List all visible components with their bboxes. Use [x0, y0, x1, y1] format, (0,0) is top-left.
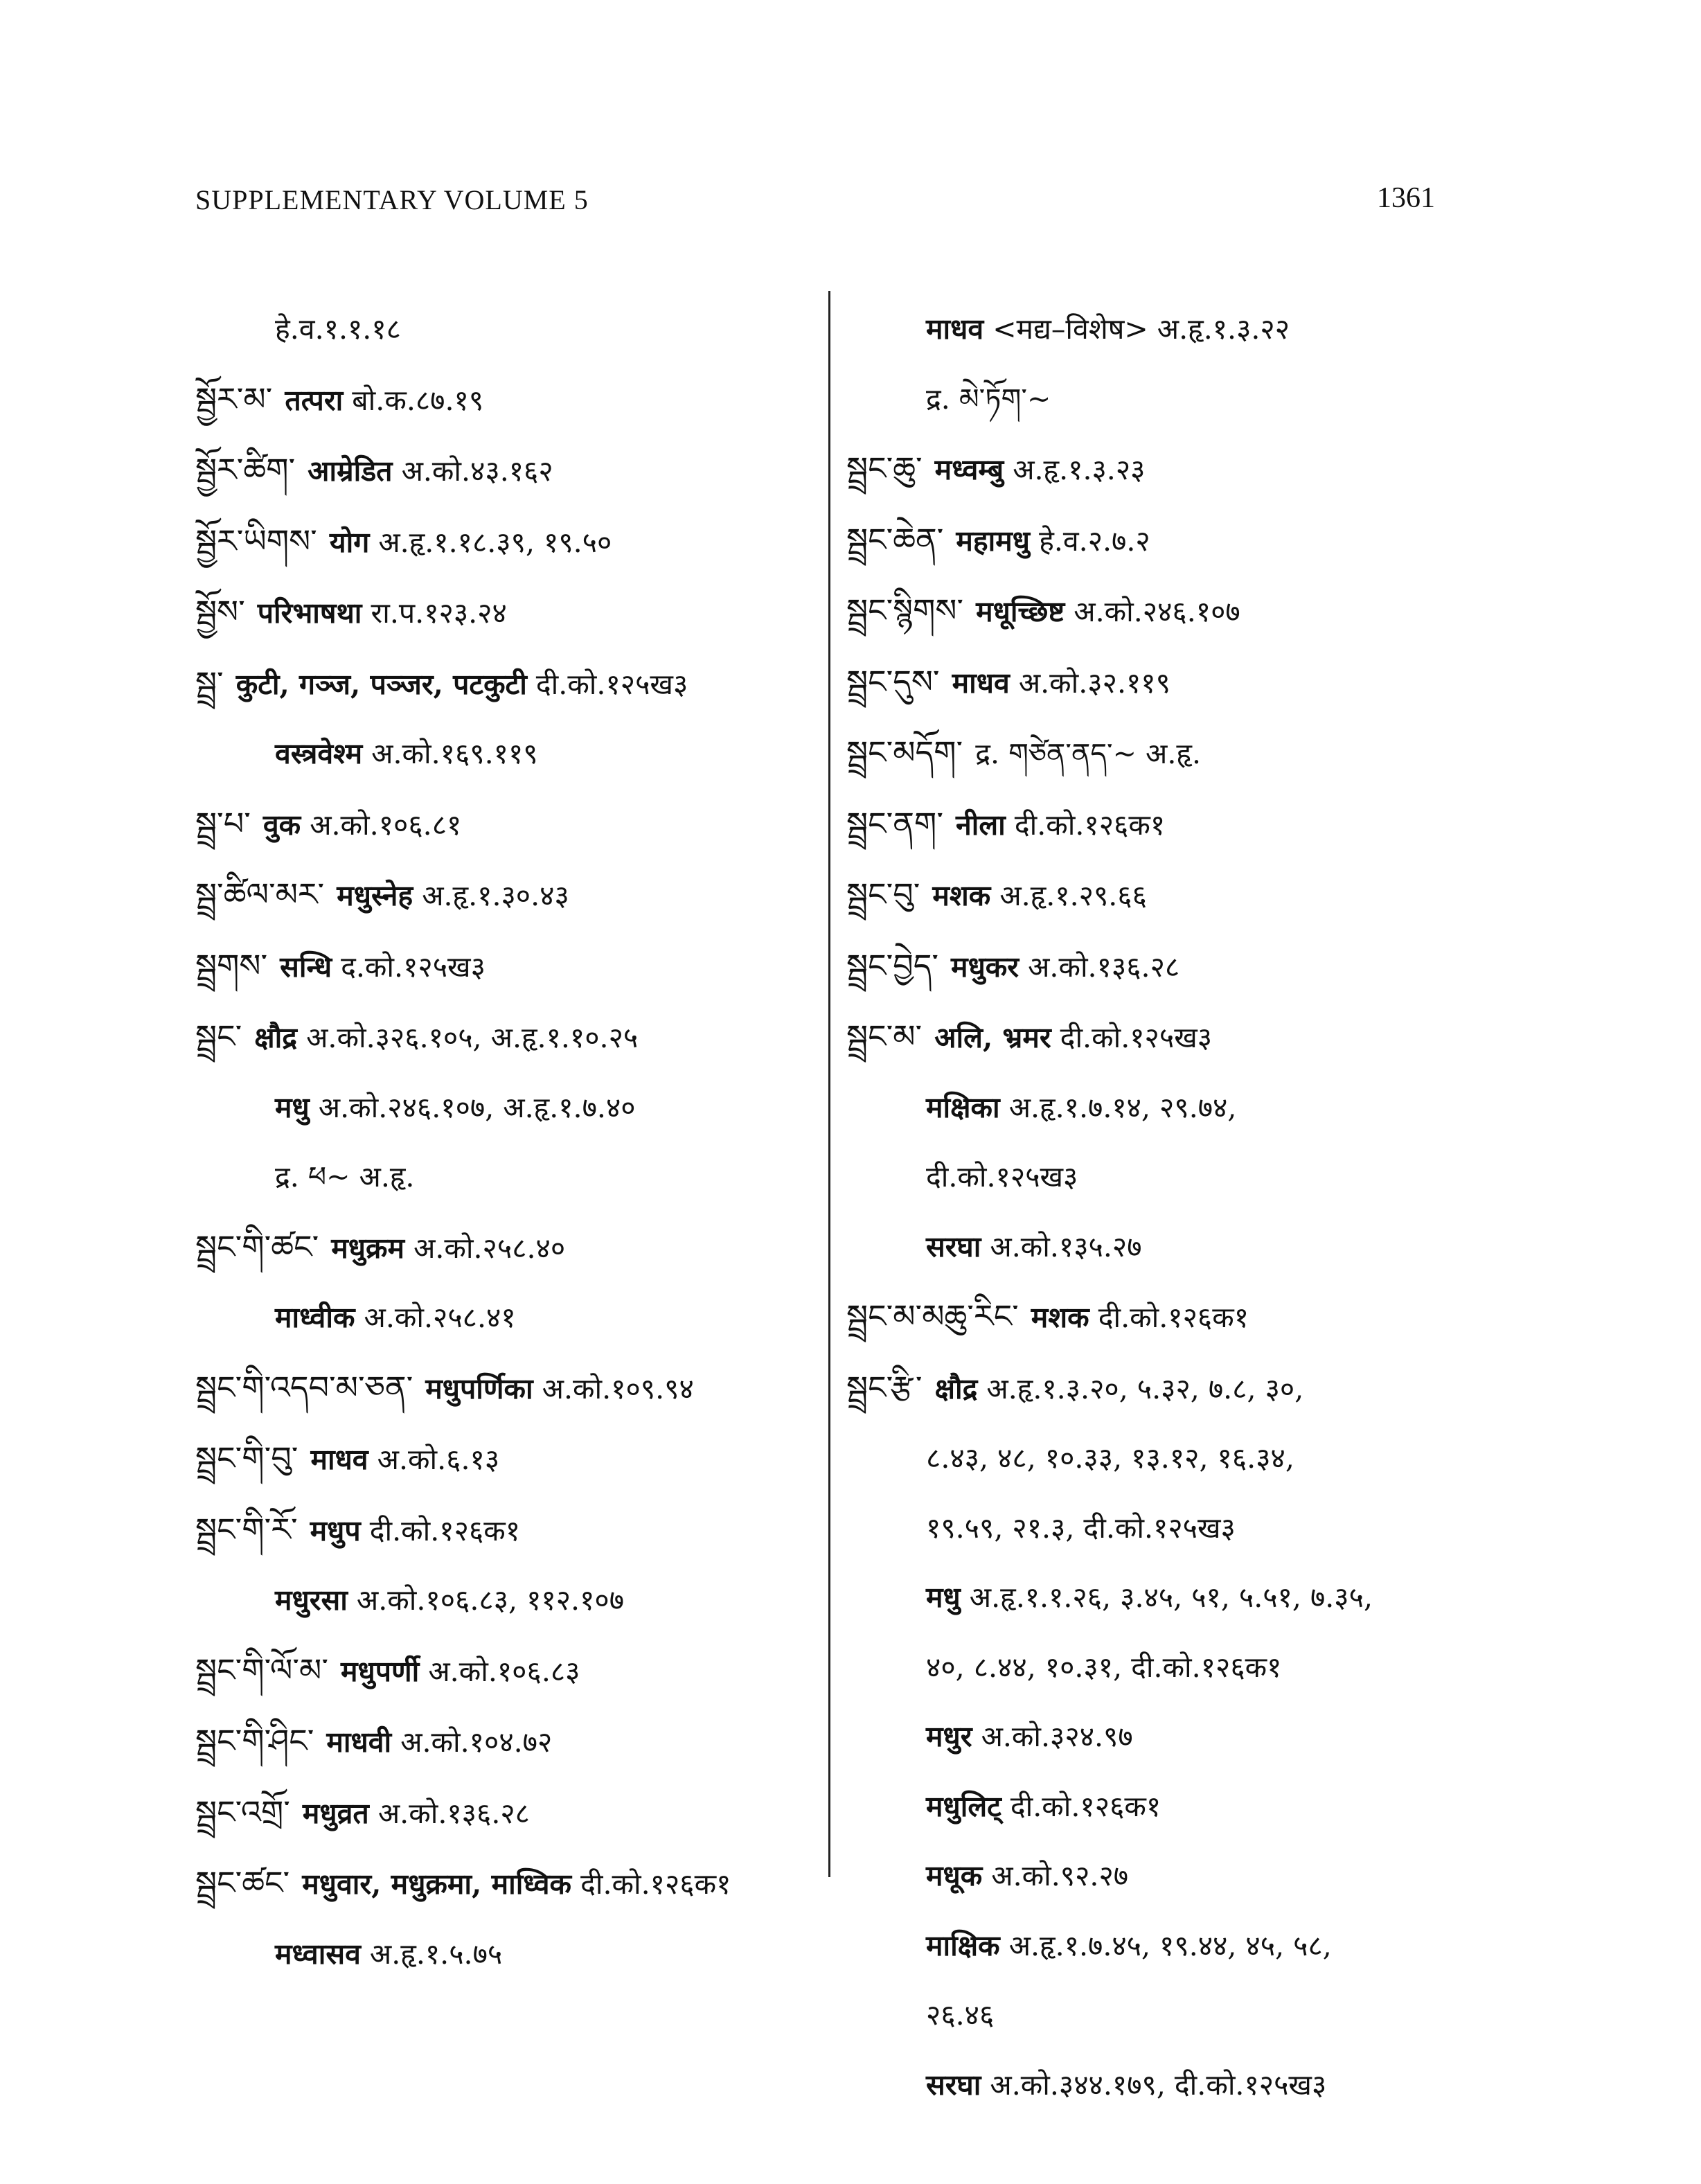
dictionary-entry: [195, 1777, 819, 1849]
tibetan-headword: སྦྲང་གི་ཤིང་: [195, 1722, 314, 1759]
sanskrit-term: मधुव्रत: [302, 1796, 369, 1830]
tibetan-headword: སྦྱོར་མ་: [195, 380, 273, 418]
source-reference: हे.व.२.७.२: [1039, 524, 1150, 558]
dictionary-entry: [195, 1353, 819, 1424]
sanskrit-term: मधुपर्णिका: [425, 1371, 533, 1405]
tibetan-headword: སྦྲང་བྱེད་: [846, 946, 939, 984]
source-reference: द्र. ཕ~ अ.हृ.: [275, 1160, 415, 1193]
dictionary-entry: [195, 577, 819, 648]
tibetan-headword: སྦྲང་གི་རོ་: [195, 1510, 298, 1548]
sanskrit-term: महामधु: [956, 524, 1031, 558]
sanskrit-term: मशक: [932, 879, 991, 912]
tibetan-headword: སྦྲང་གི་ལོ་མ་: [195, 1651, 329, 1689]
dictionary-entry: [195, 1002, 819, 1073]
sanskrit-term: माधवी: [326, 1725, 392, 1759]
source-reference: अ.को.१०६.८१: [310, 808, 462, 842]
dictionary-entry: [846, 1702, 1470, 1772]
source-reference: अ.हृ.१.७.४५, १९.४४, ४५, ५८,: [1008, 1928, 1332, 1962]
source-reference: अ.को.६.१३: [377, 1443, 500, 1476]
source-reference: अ.को.२५८.४०: [413, 1231, 566, 1265]
dictionary-entry: [846, 1633, 1470, 1703]
source-reference: अ.हृ.१.१८.३९, १९.५०: [378, 525, 612, 559]
sanskrit-term: सरघा: [926, 1229, 981, 1263]
tibetan-headword: སྦྱོར་ཡིགས་: [195, 522, 317, 560]
dictionary-entry: [846, 1353, 1470, 1424]
sanskrit-term: माक्षिक: [926, 1928, 1000, 1962]
dictionary-entry: [846, 1002, 1470, 1073]
source-reference: अ.को.४३.१६२: [401, 454, 553, 488]
source-reference: बो.क.८७.१९: [352, 383, 484, 417]
sanskrit-term: मधुकर: [951, 950, 1019, 984]
dictionary-entry: [846, 1980, 1470, 2050]
dictionary-entry: [846, 364, 1470, 434]
dictionary-entry: [846, 1142, 1470, 1212]
tibetan-headword: སྦྲང་མ་མཆུ་རིང་: [846, 1297, 1019, 1335]
sanskrit-term: मक्षिका: [926, 1090, 1000, 1124]
dictionary-entry: [846, 931, 1470, 1002]
tibetan-headword: སྦྲང་ཆེན་: [846, 520, 944, 558]
source-reference: द्र. མེ་ཏོག་~: [926, 382, 1051, 416]
dictionary-entry: [195, 1848, 819, 1919]
source-reference: अ.को.३४४.१७९, दी.को.१२५ख३: [990, 2068, 1327, 2102]
sanskrit-term: मध्वासव: [275, 1937, 361, 1971]
sanskrit-term: माध्वीक: [275, 1301, 355, 1334]
sanskrit-term: वस्त्रवेश्म: [275, 737, 363, 770]
sanskrit-term: परिभाषथा: [257, 596, 362, 630]
source-reference: अ.को.३२६.१०५, अ.हृ.१.१०.२५: [306, 1021, 639, 1054]
sanskrit-term: मधुक्रम: [331, 1231, 405, 1265]
source-reference: अ.हृ.१.३०.४३: [422, 879, 569, 912]
sanskrit-term: मशक: [1031, 1301, 1089, 1334]
source-reference: २६.४६: [926, 1998, 995, 2032]
sanskrit-term: मधुपर्णी: [341, 1654, 420, 1688]
sanskrit-term: मधु: [926, 1581, 961, 1614]
dictionary-entry: [846, 576, 1470, 647]
sanskrit-term: कुटी, गञ्ज, पञ्जर, पटकुटी: [235, 667, 527, 701]
source-reference: अ.हृ.१.३.२०, ५.३२, ७.८, ३०,: [986, 1371, 1304, 1405]
right-column: [846, 294, 1470, 2120]
sanskrit-term: क्षौद्र: [934, 1371, 978, 1405]
dictionary-entry: [846, 434, 1470, 505]
dictionary-entry: [195, 1635, 819, 1707]
sanskrit-term: मध्वम्बु: [934, 453, 1004, 486]
sanskrit-term: क्षौद्र: [254, 1021, 298, 1054]
dictionary-entry: [846, 1841, 1470, 1911]
dictionary-entry: [195, 1212, 819, 1284]
source-reference: दी.को.१२५ख३: [535, 667, 688, 701]
source-reference: हे.व.१.१.१८: [275, 312, 401, 346]
dictionary-entry: [195, 1073, 819, 1143]
source-reference: अ.को.१०६.८३: [428, 1654, 580, 1688]
dictionary-entry: [846, 860, 1470, 931]
page-number: 1361: [1377, 182, 1435, 214]
tibetan-headword: སྦྲགས་: [195, 946, 268, 984]
sanskrit-term: सरघा: [926, 2068, 981, 2102]
source-reference: दी.को.१२६क१: [1014, 808, 1166, 842]
dictionary-entry: [846, 1073, 1470, 1143]
source-reference: अ.को.१०४.७२: [400, 1725, 553, 1759]
source-reference: अ.हृ.१.५.७५: [369, 1937, 503, 1971]
tibetan-headword: སྦྲང་གི་འདབ་མ་ཅན་: [195, 1368, 413, 1406]
dictionary-entry: [195, 1565, 819, 1635]
tibetan-headword: སྦྲང་གི་ཚང་: [195, 1227, 319, 1266]
source-reference: दी.को.१२५ख३: [926, 1160, 1078, 1193]
source-reference: अ.को.३२४.९७: [981, 1720, 1133, 1753]
dictionary-entry: [846, 1911, 1470, 1981]
source-reference: अ.हृ.१.१.२६, ३.४५, ५१, ५.५१, ७.३५,: [969, 1581, 1373, 1614]
tibetan-headword: སྦྲང་ཆུ་: [846, 450, 923, 487]
source-reference: दी.को.१२६क१: [1098, 1301, 1249, 1334]
dictionary-entry: [846, 647, 1470, 718]
tibetan-headword: སྦྲང་སྙིགས་: [846, 592, 964, 629]
source-reference: दी.को.१२६क१: [369, 1513, 521, 1547]
tibetan-headword: སྦྲ་: [195, 664, 224, 702]
sanskrit-term: योग: [329, 525, 370, 559]
dictionary-entry: [846, 1212, 1470, 1282]
tibetan-headword: སྦྲང་མ་: [846, 1018, 923, 1055]
source-reference: अ.को.२५८.४१: [364, 1301, 516, 1334]
dictionary-entry: [846, 1493, 1470, 1563]
sanskrit-term: मधूच्छिष्ट: [976, 595, 1065, 628]
tibetan-headword: སྦྲང་འགྲོ་: [195, 1793, 290, 1831]
tibetan-headword: སྦྲང་དུས་: [846, 662, 940, 700]
source-reference: ४०, ८.४४, १०.३१, दी.को.१२६क१: [926, 1650, 1282, 1684]
source-reference: द्र. གཙེན་ནད་~ अ.हृ.: [975, 737, 1201, 770]
dictionary-entry: [195, 294, 819, 364]
source-reference: १९.५९, २१.३, दी.को.१२५ख३: [926, 1511, 1236, 1545]
sanskrit-term: मधुप: [310, 1513, 361, 1547]
tibetan-headword: སྦྲང་: [195, 1018, 242, 1055]
source-reference: द.को.१२५ख३: [341, 950, 486, 984]
source-reference: अ.को.१३५.२७: [990, 1229, 1142, 1263]
source-reference: अ.हृ.१.२९.६६: [999, 879, 1147, 912]
dictionary-entry: [195, 1142, 819, 1212]
dictionary-entry: [846, 1281, 1470, 1353]
sanskrit-term: माधव: [952, 666, 1010, 700]
dictionary-entry: [195, 789, 819, 860]
tibetan-headword: སྦྲ་པ་: [195, 804, 251, 842]
source-reference: अ.हृ.१.३.२३: [1013, 453, 1146, 486]
dictionary-entry: [195, 1919, 819, 1989]
sanskrit-term: मधु: [275, 1090, 310, 1124]
sanskrit-term: वुक: [262, 808, 301, 842]
sanskrit-term: मधुवार, मधुक्रमा, माध्विक: [302, 1867, 572, 1901]
source-reference: अ.को.९२.२७: [991, 1859, 1129, 1892]
source-reference: दी.को.१२६क१: [580, 1867, 731, 1901]
dictionary-entry: [195, 1495, 819, 1566]
source-reference: अ.को.२४६.१०७, अ.हृ.१.७.४०: [318, 1090, 636, 1124]
tibetan-headword: སྦྲང་མདོག་: [846, 734, 963, 771]
dictionary-entry: [846, 2050, 1470, 2120]
dictionary-entry: [195, 719, 819, 789]
sanskrit-term: मधूक: [926, 1859, 983, 1892]
dictionary-entry: [846, 718, 1470, 789]
source-reference: दी.को.१२६क१: [1010, 1789, 1161, 1823]
source-reference: अ.को.१०९.९४: [542, 1371, 694, 1405]
dictionary-entry: [846, 1563, 1470, 1633]
source-reference: अ.को.१६९.११९: [371, 737, 538, 770]
sanskrit-term: मधुरसा: [275, 1583, 348, 1617]
sanskrit-term: सन्धि: [280, 950, 332, 984]
sanskrit-term: तत्परा: [285, 383, 344, 417]
tibetan-headword: སྦྲང་ནག་: [846, 804, 943, 842]
tibetan-headword: སྦྲང་བུ་: [846, 876, 920, 913]
source-reference: दी.को.१२५ख३: [1060, 1021, 1213, 1054]
source-reference: अ.को.२४६.१०७: [1074, 595, 1240, 628]
tibetan-headword: སྦྲང་རྩི་: [846, 1368, 923, 1406]
running-head: SUPPLEMENTARY VOLUME 5: [195, 184, 589, 215]
dictionary-entry: [846, 505, 1470, 576]
sanskrit-term: मधुस्नेह: [337, 879, 413, 912]
source-reference: अ.को.३२.११९: [1018, 666, 1170, 700]
sanskrit-term: नीला: [955, 808, 1006, 842]
sanskrit-term: माधव: [926, 312, 984, 346]
dictionary-entry: [846, 294, 1470, 364]
dictionary-entry: [195, 435, 819, 506]
left-column: [195, 294, 819, 1989]
tibetan-headword: སྦྲ་ཚིལ་མར་: [195, 876, 325, 913]
sanskrit-term: मधुर: [926, 1720, 972, 1753]
dictionary-entry: [195, 1423, 819, 1495]
source-reference: ८.४३, ४८, १०.३३, १३.१२, १६.३४,: [926, 1441, 1294, 1475]
column-divider: [828, 291, 830, 1877]
dictionary-entry: [846, 1423, 1470, 1493]
sanskrit-term: मधुलिट्: [926, 1789, 1001, 1823]
source-reference: <मद्य–विशेष> अ.हृ.१.३.२२: [992, 312, 1290, 346]
tibetan-headword: སྦྲང་གི་བུ་: [195, 1439, 299, 1477]
dictionary-entry: [195, 860, 819, 931]
tibetan-headword: སྦྲང་ཚང་: [195, 1864, 290, 1901]
tibetan-headword: སྦྱོར་ཚིག་: [195, 451, 296, 488]
dictionary-entry: [195, 1283, 819, 1353]
sanskrit-term: माधव: [310, 1443, 368, 1476]
dictionary-entry: [846, 1772, 1470, 1842]
dictionary-entry: [195, 1706, 819, 1777]
sanskrit-term: अलि, भ्रमर: [934, 1021, 1051, 1054]
source-reference: अ.को.१०६.८३, ११२.१०७: [356, 1583, 625, 1617]
source-reference: अ.हृ.१.७.१४, २९.७४,: [1008, 1090, 1237, 1124]
source-reference: अ.को.१३६.२८: [1028, 950, 1180, 984]
source-reference: रा.प.१२३.२४: [371, 596, 507, 630]
dictionary-entry: [195, 506, 819, 578]
dictionary-entry: [846, 789, 1470, 860]
sanskrit-term: आम्रेडित: [308, 454, 393, 488]
dictionary-entry: [195, 648, 819, 720]
tibetan-headword: སྦྱོས་: [195, 593, 245, 630]
dictionary-entry: [195, 364, 819, 436]
source-reference: अ.को.१३६.२८: [377, 1796, 530, 1830]
dictionary-entry: [195, 931, 819, 1002]
